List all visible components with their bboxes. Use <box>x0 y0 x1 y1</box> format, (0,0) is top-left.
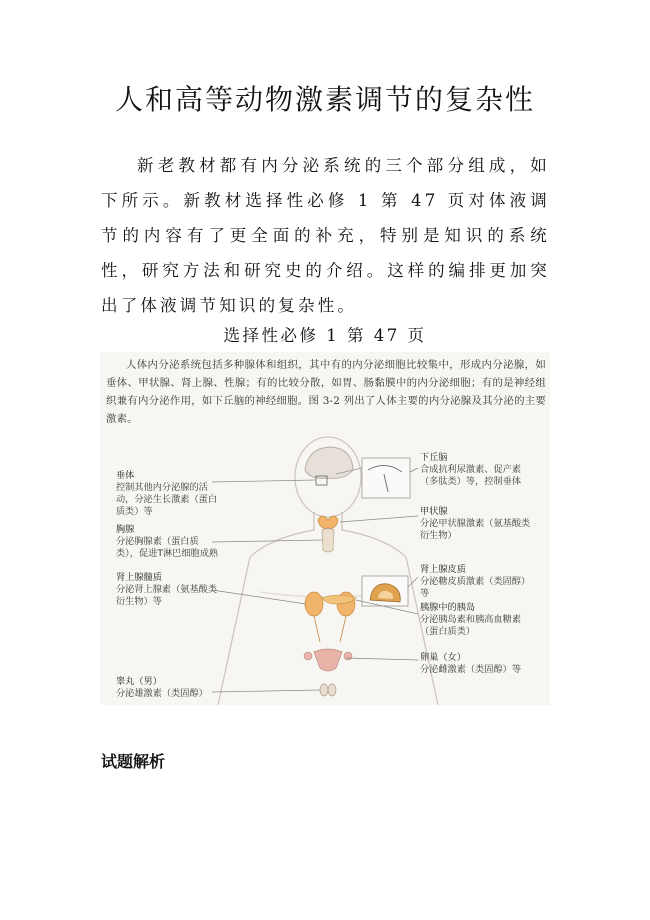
brain-icon <box>305 447 353 478</box>
label-adrenal-cortex: 肾上腺皮质 分泌糖皮质激素（类固醇）等 <box>420 564 531 599</box>
label-thymus: 胸腺 分泌胸腺素（蛋白质类），促进T淋巴细胞成熟 <box>116 524 219 559</box>
hypothalamus-inset <box>362 458 410 498</box>
figure-paragraph: 人体内分泌系统包括多种腺体和组织，其中有的内分泌细胞比较集中，形成内分泌腺，如垂体、甲状腺、肾上腺、性腺；有的比较分散，如胃、肠黏膜中的内分泌细胞；有的是神经组织兼有内分泌作用，如下丘脑的神经细胞。图 3-2 列出了人体主要的内分泌腺及其分泌的主要激素。 <box>106 359 546 425</box>
label-adrenal-medulla: 肾上腺髓质 分泌肾上腺素（氨基酸类衍生物）等 <box>116 572 218 607</box>
textbook-figure <box>100 352 550 705</box>
label-testis: 睾丸（男） 分泌雄激素（类固醇） <box>116 676 208 699</box>
label-pituitary: 垂体 控制其他内分泌腺的活动，分泌生长激素（蛋白质类）等 <box>116 470 218 517</box>
ovary-icon <box>314 649 342 671</box>
thyroid-icon <box>318 516 338 528</box>
section-heading: 试题解析 <box>101 752 166 771</box>
label-pancreas: 胰腺中的胰岛 分泌胰岛素和胰高血糖素（蛋白质类） <box>420 602 522 637</box>
figure-caption: 选择性必修 1 第 47 页 <box>223 326 427 345</box>
kidney-left-icon <box>305 592 323 616</box>
thymus-icon <box>322 529 334 553</box>
document-title: 人和高等动物激素调节的复杂性 <box>114 83 535 116</box>
label-hypothalamus: 下丘脑 合成抗利尿激素、促产素（多肽类）等，控制垂体 <box>420 452 522 487</box>
label-thyroid: 甲状腺 分泌甲状腺激素（氨基酸类衍生物） <box>420 506 531 541</box>
intro-paragraph: 新老教材都有内分泌系统的三个部分组成，如下所示。新教材选择性必修 1 第 47 页对体液调节的内容有了更全面的补充，特别是知识的系统性，研究方法和研究史的介绍。这样的编排更加突出了体液调节知识的复杂性。 <box>101 156 550 315</box>
label-ovary: 卵巢（女） 分泌雌激素（类固醇）等 <box>420 652 522 675</box>
testis-icon <box>320 684 328 696</box>
